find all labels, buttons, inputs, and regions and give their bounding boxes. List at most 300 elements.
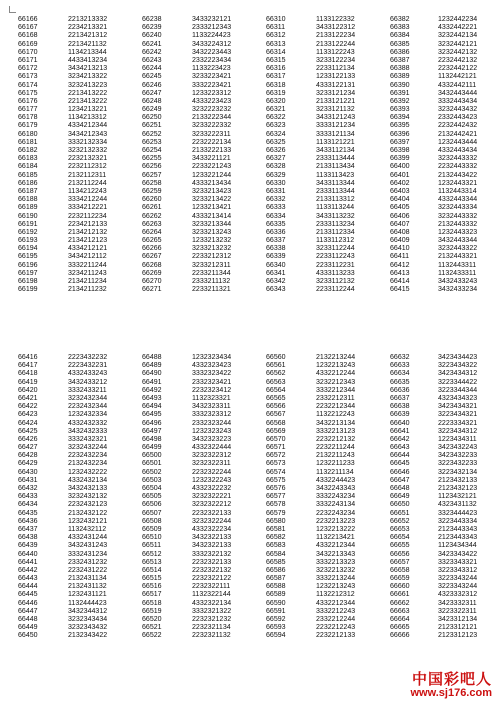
draw-number: 66439: [18, 542, 38, 550]
draw-number: 66497: [142, 427, 162, 435]
draw-number: 66592: [266, 616, 286, 623]
draw-value: 2132213244: [316, 354, 356, 361]
draw-number: 66414: [390, 278, 410, 285]
draw-number: 66269: [142, 269, 162, 277]
draw-value: 4332322444: [192, 444, 232, 452]
draw-number: 66577: [266, 493, 286, 501]
draw-number: 66409: [390, 237, 410, 245]
draw-value: 2223432231: [68, 362, 108, 370]
draw-value: 3223432134: [438, 468, 478, 476]
draw-number: 66491: [142, 378, 162, 386]
draw-value: 2232112312: [68, 163, 107, 171]
draw-number: 66448: [18, 616, 38, 623]
draw-number: 66337: [266, 237, 286, 245]
draw-value: 2233112231: [316, 261, 355, 269]
draw-value: 2232212344: [316, 403, 356, 411]
draw-value: 3332321322: [192, 607, 232, 615]
draw-value: 3434212343: [68, 130, 108, 138]
draw-number: 66430: [18, 468, 38, 476]
draw-value: 1232432121: [68, 517, 108, 525]
draw-number: 66506: [142, 501, 162, 509]
draw-value: 3432432133: [68, 485, 108, 492]
draw-number: 66591: [266, 607, 286, 615]
draw-number: 66325: [266, 138, 286, 146]
draw-number: 66268: [142, 261, 162, 269]
draw-value: 4332212244: [316, 370, 356, 378]
draw-number: 66383: [390, 24, 410, 32]
draw-number: 66328: [266, 163, 286, 171]
draw-number: 66270: [142, 278, 162, 285]
draw-value: 2213413222: [68, 89, 108, 97]
draw-number: 66520: [142, 616, 162, 623]
draw-value: 2232243234: [316, 509, 356, 517]
draw-number: 66425: [18, 427, 38, 435]
draw-number: 66570: [266, 435, 286, 443]
watermark-title: 中国彩吧人: [411, 670, 492, 688]
draw-value: 3432432333: [68, 427, 108, 435]
draw-number: 66385: [390, 40, 410, 48]
draw-value: 4433413234: [68, 56, 108, 64]
draw-number: 66246: [142, 81, 162, 89]
draw-value: 2133122234: [316, 32, 356, 40]
draw-number: 66172: [18, 65, 38, 73]
draw-value: 2132431132: [68, 583, 107, 591]
draw-number: 66329: [266, 171, 286, 179]
draw-value: 3423432233: [438, 452, 478, 460]
draw-number: 66396: [390, 130, 410, 138]
draw-value: 1232213243: [316, 362, 356, 370]
draw-value: 3332212243: [316, 607, 356, 615]
draw-number: 66239: [142, 24, 162, 32]
draw-number: 66311: [266, 24, 286, 32]
draw-value: 2132432234: [68, 460, 108, 468]
draw-number: 66399: [390, 155, 410, 163]
draw-number: 66254: [142, 147, 162, 154]
draw-value: 3433221121: [192, 155, 231, 163]
draw-number: 66589: [266, 591, 286, 599]
draw-number: 66413: [390, 269, 410, 277]
draw-number: 66238: [142, 16, 162, 23]
draw-value: 3232223232: [192, 106, 232, 114]
draw-value: 2232442132: [438, 56, 478, 64]
draw-value: 1132433311: [438, 269, 477, 277]
draw-number: 66648: [390, 485, 410, 492]
draw-value: 3423434423: [438, 354, 478, 361]
draw-value: 3433232121: [192, 16, 232, 23]
draw-value: 3232343434: [68, 616, 108, 623]
draw-value: 3233121132: [316, 106, 355, 114]
draw-number: 66435: [18, 509, 38, 517]
draw-number: 66444: [18, 583, 38, 591]
draw-number: 66416: [18, 354, 38, 361]
draw-value: 4323431132: [438, 501, 477, 509]
draw-value: 1232323434: [192, 354, 232, 361]
draw-value: 3432344312: [68, 607, 108, 615]
draw-number: 66565: [266, 394, 286, 402]
draw-value: 3432223443: [192, 48, 232, 56]
draw-number: 66253: [142, 138, 162, 146]
draw-value: 3432431243: [68, 542, 108, 550]
draw-number: 66382: [390, 16, 410, 23]
draw-number: 66449: [18, 624, 38, 632]
draw-number: 66450: [18, 632, 38, 640]
draw-value: 3332132334: [68, 138, 108, 146]
draw-value: 4333213434: [192, 179, 232, 187]
draw-value: 2332431232: [68, 558, 108, 566]
draw-number: 66586: [266, 566, 286, 574]
draw-value: 1232431121: [68, 591, 107, 599]
draw-number: 66166: [18, 16, 38, 23]
draw-value: 2232323412: [192, 386, 232, 394]
draw-number: 66585: [266, 558, 286, 566]
draw-value: 3432433212: [68, 378, 108, 386]
draw-number: 66261: [142, 204, 162, 212]
draw-number: 66255: [142, 155, 162, 163]
draw-value: 2232432344: [68, 403, 108, 411]
number-table-bottom: [18, 354, 498, 641]
draw-number: 66406: [390, 212, 410, 220]
draw-value: 3332243234: [316, 493, 356, 501]
draw-number: 66387: [390, 56, 410, 64]
draw-value: 3433122312: [316, 24, 356, 32]
draw-value: 1133112312: [316, 237, 355, 245]
draw-number: 66657: [390, 558, 410, 566]
draw-value: 2233112243: [316, 253, 355, 261]
draw-value: 4332443434: [438, 147, 478, 154]
draw-value: 1133121221: [316, 138, 355, 146]
draw-number: 66242: [142, 48, 162, 56]
draw-value: 3223322311: [438, 607, 477, 615]
draw-number: 66339: [266, 253, 286, 261]
draw-number: 66398: [390, 147, 410, 154]
draw-value: 2213421132: [68, 40, 107, 48]
draw-value: 3332443434: [438, 97, 478, 105]
draw-value: 3423343422: [438, 550, 478, 558]
draw-number: 66422: [18, 403, 38, 411]
draw-number: 66652: [390, 517, 410, 525]
draw-number: 66419: [18, 378, 38, 386]
draw-number: 66342: [266, 278, 286, 285]
draw-value: 3232132332: [68, 147, 108, 154]
draw-number: 66641: [390, 427, 410, 435]
draw-value: 1132443314: [438, 187, 477, 195]
draw-value: 3232322312: [192, 452, 232, 460]
draw-value: 4332212344: [316, 599, 356, 607]
draw-value: 3432443444: [438, 89, 478, 97]
draw-number: 66518: [142, 599, 162, 607]
draw-value: 3232443332: [438, 212, 478, 220]
draw-number: 66262: [142, 212, 162, 220]
draw-value: 2134211232: [68, 286, 107, 294]
draw-value: 2213213332: [68, 16, 108, 23]
draw-value: 3332212344: [316, 386, 356, 394]
draw-number: 66654: [390, 534, 410, 542]
draw-number: 66191: [18, 220, 38, 228]
draw-value: 3234211243: [68, 269, 107, 277]
draw-value: 3232322244: [192, 517, 232, 525]
draw-number: 66445: [18, 591, 38, 599]
draw-number: 66561: [266, 362, 286, 370]
draw-value: 2132442421: [438, 130, 478, 138]
draw-number: 66401: [390, 171, 410, 179]
draw-number: 66509: [142, 525, 162, 533]
draw-number: 66198: [18, 278, 38, 285]
draw-value: 3232442134: [438, 32, 478, 40]
draw-number: 66643: [390, 444, 410, 452]
draw-number: 66503: [142, 476, 162, 484]
draw-value: 2332323244: [192, 419, 232, 427]
draw-value: 3223434312: [438, 427, 478, 435]
draw-value: 4332442221: [438, 24, 478, 32]
draw-number: 66175: [18, 89, 38, 97]
draw-value: 2123312123: [438, 632, 478, 640]
draw-value: 1123434344: [438, 542, 477, 550]
draw-value: 2132431134: [68, 575, 107, 583]
draw-value: 2123432123: [438, 485, 478, 492]
draw-number: 66181: [18, 138, 38, 146]
draw-number: 66405: [390, 204, 410, 212]
draw-value: 1134213312: [68, 114, 107, 122]
draw-number: 66193: [18, 237, 38, 245]
draw-value: 2133113312: [316, 196, 355, 204]
draw-value: 3433113344: [316, 179, 355, 187]
draw-number: 66655: [390, 542, 410, 550]
draw-value: 3434212112: [68, 253, 107, 261]
draw-value: 4323434323: [438, 394, 478, 402]
draw-number: 66656: [390, 550, 410, 558]
draw-value: 2133121221: [316, 97, 356, 105]
draw-number: 66389: [390, 73, 410, 81]
draw-value: 4333122131: [316, 81, 356, 89]
draw-value: 3232442121: [438, 40, 478, 48]
draw-number: 66427: [18, 444, 38, 452]
draw-number: 66510: [142, 534, 162, 542]
draw-number: 66590: [266, 599, 286, 607]
draw-number: 66519: [142, 607, 162, 615]
draw-value: 2233221243: [192, 163, 232, 171]
draw-value: 2232442122: [438, 65, 478, 73]
draw-value: 4332323423: [192, 362, 232, 370]
draw-value: 1232323243: [192, 427, 232, 435]
draw-value: 3323343321: [438, 558, 478, 566]
draw-value: 2233211321: [192, 286, 231, 294]
draw-number: 66442: [18, 566, 38, 574]
draw-value: 3332213244: [316, 575, 356, 583]
draw-value: 3332323312: [192, 411, 232, 419]
draw-value: 3232322212: [192, 501, 232, 509]
draw-value: 3423332311: [438, 599, 477, 607]
draw-value: 1233223312: [192, 89, 232, 97]
draw-number: 66316: [266, 65, 286, 73]
draw-value: 4332322232: [192, 485, 232, 492]
draw-value: 1133223423: [192, 65, 231, 73]
draw-value: 3334212221: [68, 204, 108, 212]
draw-value: 2132432122: [68, 509, 108, 517]
draw-number: 66391: [390, 89, 410, 97]
draw-value: 2132443321: [438, 253, 478, 261]
draw-number: 66343: [266, 286, 286, 294]
draw-value: 3223443334: [438, 517, 478, 525]
draw-number: 66182: [18, 147, 38, 154]
draw-number: 66649: [390, 493, 410, 501]
draw-value: 4333113233: [316, 269, 355, 277]
draw-number: 66593: [266, 624, 286, 632]
draw-number: 66437: [18, 525, 38, 533]
draw-value: 2232322244: [192, 468, 232, 476]
draw-value: 3432433234: [438, 286, 478, 294]
number-table-top: [18, 16, 498, 294]
draw-value: 2232212243: [316, 624, 356, 632]
draw-number: 66314: [266, 48, 286, 56]
draw-value: 3233112244: [316, 245, 355, 253]
draw-number: 66403: [390, 187, 410, 195]
draw-value: 1134213344: [68, 48, 107, 56]
draw-number: 66340: [266, 261, 286, 269]
draw-value: 2132443422: [438, 171, 478, 179]
draw-number: 66436: [18, 517, 38, 525]
draw-value: 1123432121: [438, 493, 477, 501]
draw-number: 66410: [390, 245, 410, 253]
draw-value: 2133122244: [316, 40, 356, 48]
draw-number: 66243: [142, 56, 162, 64]
draw-value: 1133113423: [316, 171, 355, 179]
draw-number: 66488: [142, 354, 162, 361]
draw-number: 66634: [390, 370, 410, 378]
draw-value: 3434213213: [68, 65, 108, 73]
draw-number: 66646: [390, 468, 410, 476]
draw-number: 66642: [390, 435, 410, 443]
draw-value: 4332432134: [68, 476, 108, 484]
draw-value: 3232443332: [438, 155, 478, 163]
draw-number: 66447: [18, 607, 38, 615]
draw-number: 66587: [266, 575, 286, 583]
draw-value: 3223434321: [438, 411, 478, 419]
draw-value: 2333113234: [316, 220, 355, 228]
draw-value: 2223432232: [68, 354, 108, 361]
draw-number: 66581: [266, 525, 286, 533]
draw-value: 1132443311: [438, 261, 477, 269]
draw-number: 66433: [18, 493, 38, 501]
draw-number: 66187: [18, 187, 38, 195]
draw-number: 66574: [266, 468, 286, 476]
draw-number: 66571: [266, 444, 286, 452]
draw-value: 2133113434: [316, 163, 355, 171]
draw-number: 66326: [266, 147, 286, 154]
draw-value: 3332213123: [316, 427, 356, 435]
draw-number: 66188: [18, 196, 38, 204]
draw-number: 66192: [18, 228, 38, 236]
draw-value: 3432322133: [192, 534, 232, 542]
draw-value: 2133112334: [316, 228, 355, 236]
draw-value: 3223344344: [438, 386, 478, 394]
draw-value: 1232322243: [192, 476, 232, 484]
draw-number: 66267: [142, 253, 162, 261]
draw-number: 66580: [266, 517, 286, 525]
draw-value: 2232321132: [192, 632, 231, 640]
watermark-url: www.sj176.com: [410, 687, 492, 699]
draw-number: 66251: [142, 122, 162, 130]
draw-value: 4332432332: [68, 419, 108, 427]
draw-number: 66637: [390, 394, 410, 402]
draw-number: 66176: [18, 97, 38, 105]
draw-value: 3232432244: [68, 444, 108, 452]
draw-number: 66489: [142, 362, 162, 370]
draw-number: 66499: [142, 444, 162, 452]
draw-value: 1133122332: [316, 16, 355, 23]
draw-value: 3432322133: [192, 542, 232, 550]
draw-value: 3223343312: [438, 566, 478, 574]
draw-number: 66659: [390, 575, 410, 583]
draw-value: 1233221244: [192, 171, 232, 179]
draw-number: 66588: [266, 583, 286, 591]
draw-value: 1132323321: [192, 394, 231, 402]
draw-number: 66400: [390, 163, 410, 171]
draw-value: 3332322132: [192, 550, 232, 558]
draw-number: 66338: [266, 245, 286, 253]
draw-value: 3232212343: [316, 378, 356, 386]
draw-number: 66327: [266, 155, 286, 163]
draw-number: 66313: [266, 40, 286, 48]
draw-number: 66257: [142, 171, 162, 179]
draw-number: 66392: [390, 97, 410, 105]
draw-value: 3332211244: [68, 261, 107, 269]
draw-number: 66174: [18, 81, 38, 89]
draw-number: 66653: [390, 525, 410, 533]
draw-value: 2232322111: [192, 583, 231, 591]
draw-value: 2234212133: [68, 220, 108, 228]
draw-number: 66507: [142, 509, 162, 517]
draw-number: 66322: [266, 114, 286, 122]
draw-number: 66265: [142, 237, 162, 245]
draw-number: 66513: [142, 558, 162, 566]
draw-number: 66404: [390, 196, 410, 204]
draw-value: 2134212123: [68, 237, 108, 245]
draw-number: 66180: [18, 130, 38, 138]
draw-number: 66428: [18, 452, 38, 460]
draw-value: 1132432112: [68, 525, 107, 533]
draw-number: 66562: [266, 370, 286, 378]
draw-value: 1232432334: [68, 411, 108, 419]
draw-number: 66443: [18, 575, 38, 583]
draw-number: 66263: [142, 220, 162, 228]
draw-number: 66196: [18, 261, 38, 269]
draw-value: 2123312121: [438, 624, 478, 632]
draw-value: 2232212132: [316, 435, 356, 443]
draw-number: 66173: [18, 73, 38, 81]
draw-value: 1132212243: [316, 411, 355, 419]
draw-number: 66490: [142, 370, 162, 378]
draw-number: 66504: [142, 485, 162, 492]
draw-number: 66508: [142, 517, 162, 525]
draw-value: 3423312134: [438, 616, 478, 623]
draw-number: 66183: [18, 155, 38, 163]
draw-number: 66189: [18, 204, 38, 212]
draw-value: 4334212344: [68, 122, 108, 130]
draw-number: 66638: [390, 403, 410, 411]
draw-value: 3233222311: [192, 130, 231, 138]
draw-value: 3232413223: [68, 81, 108, 89]
draw-value: 4334212121: [68, 245, 108, 253]
draw-number: 66315: [266, 56, 286, 64]
draw-value: 2333212343: [192, 24, 232, 32]
draw-number: 66560: [266, 354, 286, 361]
draw-number: 66184: [18, 163, 38, 171]
draw-value: 2132112311: [68, 171, 107, 179]
draw-value: 2232442432: [438, 122, 478, 130]
draw-value: 2333113444: [316, 155, 355, 163]
draw-number: 66516: [142, 583, 162, 591]
draw-number: 66393: [390, 106, 410, 114]
